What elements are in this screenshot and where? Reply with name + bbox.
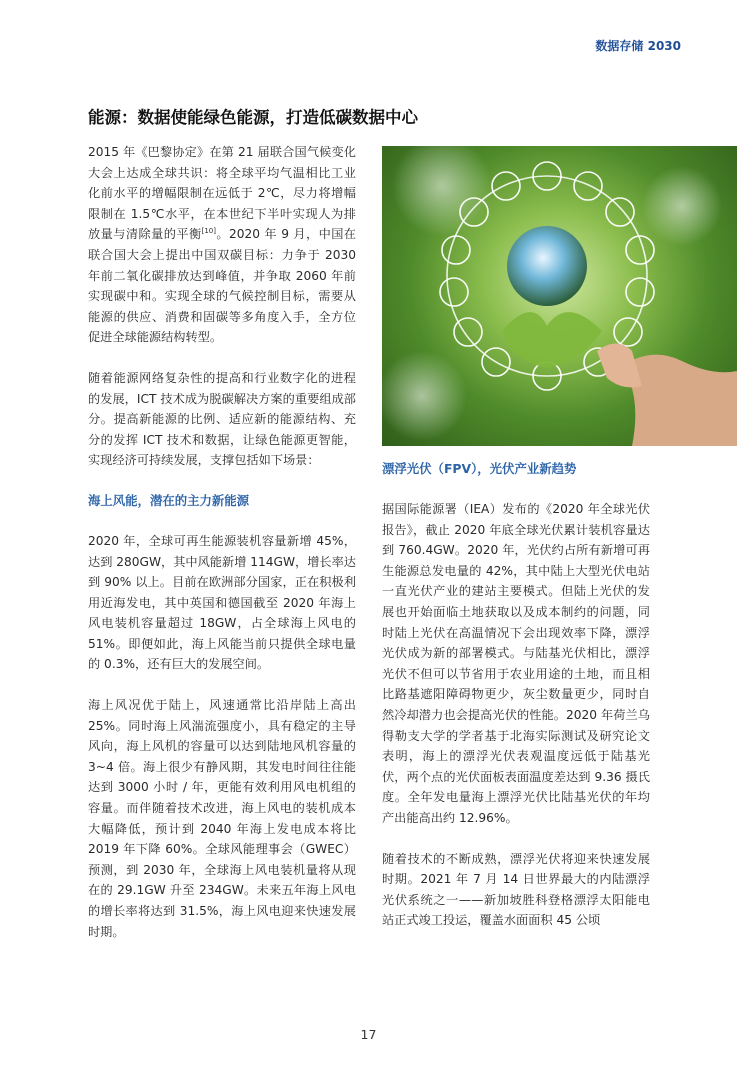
subtitle-floating-pv: 漂浮光伏（FPV），光伏产业新趋势 bbox=[382, 461, 577, 476]
left-column bbox=[88, 142, 356, 962]
paragraph-offshore-wind-capacity: 2020 年，全球可再生能源装机容量新增 45%，达到 280GW，其中风能新增 114GW，增长率达到 90% 以上。目前在欧洲部分国家，正在积极利用近海发电，其中英国和德国截至 2020 年海上风电装机容量超过 18GW，占全球海上风电的 51%。即便如此，海上风能当前只提供全球电量的 0.3%，还有巨大的发展空间。 bbox=[88, 533, 356, 672]
document-header-title: 数据存储 2030 bbox=[595, 39, 681, 53]
paragraph-floating-pv-trend: 据国际能源署（IEA）发布的《2020 年全球光伏报告》，截止 2020 年底全球光伏累计装机容量达到 760.4GW。2020 年，光伏约占所有新增可再生能源总发电量的 42%，其中陆上大型光伏电站一直光伏产业的建站主要模式。但陆上光伏的发展也开始面临土地获取以及成本制约的问题，同时陆上光伏在高温情况下会出现效率下降，漂浮光伏成为新的部署模式。与陆基光伏相比，漂浮光伏不但可以节省用于农业用途的土地，而且相比路基遮阳障碍物更少，灰尘数量更少，同时自然冷却潜力也会提高光伏的性能。2020 年荷兰乌得勒支大学的学者基于北海实际测试及研究论文表明，海上的漂浮光伏表观温度远低于陆基光伏，两个点的光伏面板表面温度差达到 9.36 摄氏度。全年发电量海上漂浮光伏比陆基光伏的年均产出能高出约 12.96%。 bbox=[382, 502, 650, 825]
subtitle-offshore-wind: 海上风能，潜在的主力新能源 bbox=[88, 492, 250, 508]
paragraph-paris-agreement: 2015 年《巴黎协定》在第 21 届联合国气候变化大会上达成全球共识：将全球平均气温相比工业化前水平的增幅限制在远低于 2℃，尽力将增幅限制在 1.5℃水平，在本世纪下半叶实现人为排放量与清除量的平衡[10]。2020 年 9 月，中国在联合国大会上提出中国双碳目标：力争于 2030 年前二氧化碳排放达到峰值，并争取 2060 年前实现碳中和。实现全球的气候控制目标，需要从能源的供应、消费和固碳等多角度入手，全方位促进全球能源结构转型。 bbox=[88, 145, 356, 345]
paragraph-ict-decarbonization: 随着能源网络复杂性的提高和行业数字化的进程的发展，ICT 技术成为脱碳解决方案的重要组成部分。提高新能源的比例、适应新的能源结构、充分的发挥 ICT 技术和数据，让绿色能源更智能，实现经济可持续发展，支撑包括如下场景： bbox=[88, 370, 356, 468]
paragraph-offshore-wind-advantages: 海上风况优于陆上，风速通常比沿岸陆上高出 25%。同时海上风湍流强度小，具有稳定的主导风向，海上风机的容量可以达到陆地风机容量的 3~4 倍。海上很少有静风期，其发电时间往往能达到 3000 小时 / 年，更能有效利用风电机组的容量。而伴随着技术改进，海上风电的装机成本大幅降低，预计到 2040 年海上发电成本将比 2019 年下降 60%。全球风能理事会（GWEC）预测，到 2030 年，全球海上风电装机量将从现在的 29.1GW 升至 234GW。未来五年海上风电的增长率将达到 31.5%，海上风电迎来快速发展时期。 bbox=[88, 698, 356, 939]
page-number: 17 bbox=[360, 1027, 377, 1042]
section-title: 能源：数据使能绿色能源，打造低碳数据中心 bbox=[88, 108, 418, 127]
reference-marker: [10] bbox=[201, 227, 216, 236]
right-column bbox=[382, 459, 650, 951]
paragraph-floating-pv-development: 随着技术的不断成熟，漂浮光伏将迎来快速发展时期。2021 年 7 月 14 日世界最大的内陆漂浮光伏系统之一——新加坡胜科登格漂浮太阳能电站正式竣工投运，覆盖水面面积 45 公顷 bbox=[382, 851, 650, 928]
green-energy-photo bbox=[382, 146, 737, 446]
